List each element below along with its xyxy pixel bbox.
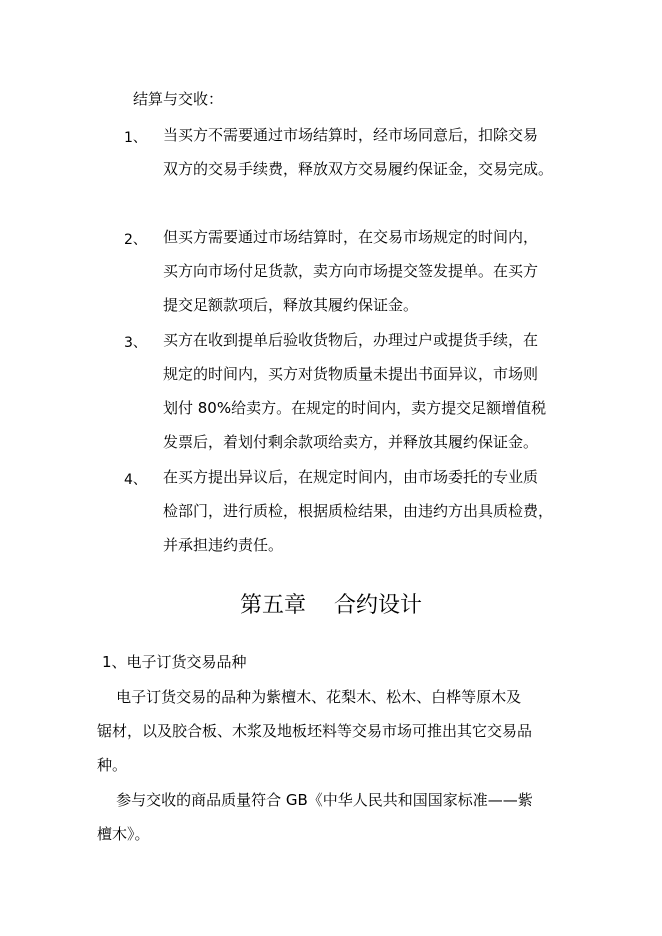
text-line: 在买方提出异议后，在规定时间内，由市场委托的专业质 [163, 468, 539, 486]
text-line: 买方向市场付足货款，卖方向市场提交签发提单。在买方 [163, 262, 539, 280]
chapter-title: 第五章 合约设计 [240, 593, 422, 618]
text-line: 双方的交易手续费，释放双方交易履约保证金，交易完成。 [163, 160, 554, 178]
list-item-text [163, 460, 563, 562]
text-line: 划付 80%给卖方。在规定的时间内，卖方提交足额增值税 [163, 399, 547, 417]
list-item-text [163, 220, 563, 322]
paragraph-quality-standard [97, 783, 567, 851]
text-line: 并承担违约责任。 [163, 536, 284, 554]
list-item-number: 3、 [124, 335, 147, 351]
text-line: 锯材，以及胶合板、木浆及地板坯料等交易市场可推出其它交易品 [97, 722, 533, 740]
section-title: 1、电子订货交易品种 [102, 653, 247, 671]
text-line: 规定的时间内，买方对货物质量未提出书面异议，市场则 [163, 365, 539, 383]
list-item-number: 2、 [124, 232, 147, 248]
text-line: 檀木》。 [97, 825, 150, 843]
list-item-text [163, 118, 563, 186]
text-line: 发票后，着划付剩余款项给卖方，并释放其履约保证金。 [163, 433, 539, 451]
list-item-number: 4、 [124, 472, 147, 488]
text-line: 检部门，进行质检，根据质检结果，由违约方出具质检费， [163, 502, 554, 520]
text-line: 但买方需要通过市场结算时，在交易市场规定的时间内， [163, 228, 539, 246]
text-line: 电子订货交易的品种为紫檀木、花梨木、松木、白桦等原木及 [97, 688, 522, 706]
list-item-number: 1、 [124, 130, 147, 146]
text-line: 种。 [97, 756, 128, 774]
list-item-text [163, 323, 563, 459]
text-line: 买方在收到提单后验收货物后，办理过户或提货手续，在 [163, 331, 539, 349]
text-line: 当买方不需要通过市场结算时，经市场同意后，扣除交易 [163, 126, 539, 144]
settlement-heading: 结算与交收： [133, 90, 224, 108]
text-line: 参与交收的商品质量符合 GB《中华人民共和国国家标准——紫 [97, 791, 533, 809]
paragraph-varieties [97, 680, 567, 782]
text-line: 提交足额款项后，释放其履约保证金。 [163, 296, 419, 314]
